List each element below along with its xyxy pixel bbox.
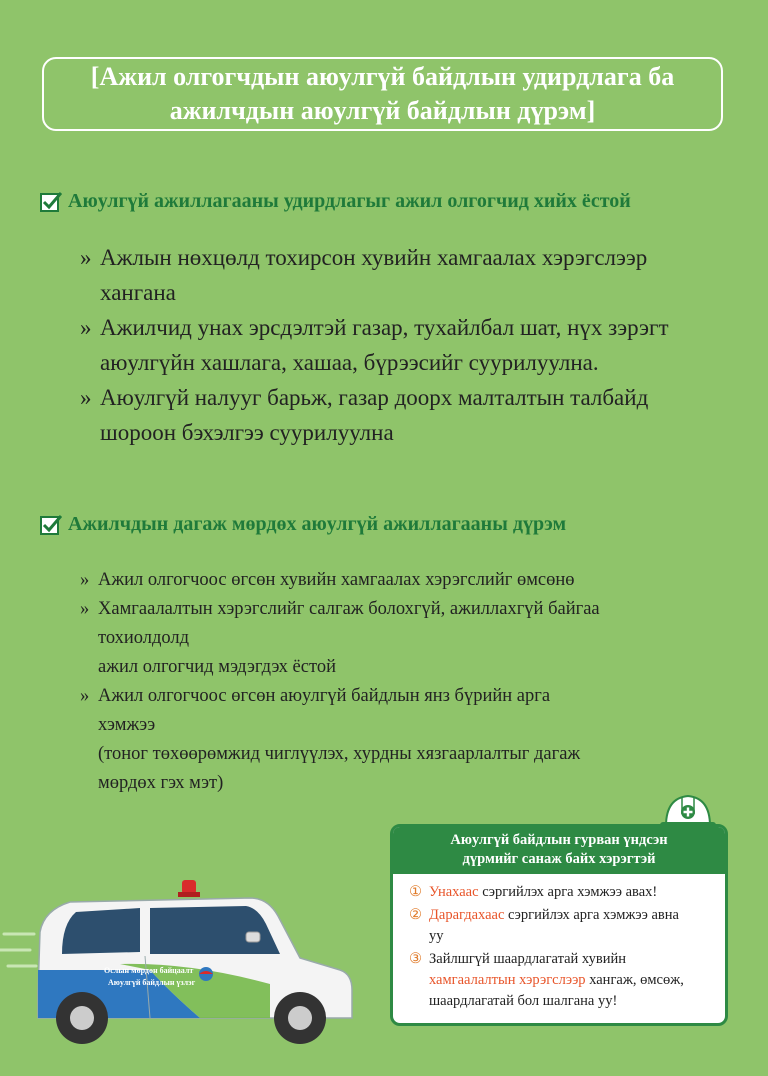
section1-title: Аюулгүй ажиллагааны удирдлагыг ажил олгогчид хийх ёстой [68, 190, 631, 212]
rule-number: ① [409, 884, 422, 900]
rule-text: сэргийлэх арга хэмжээ авах! [478, 884, 658, 900]
safety-rules-header [393, 827, 725, 874]
item-text: мөрдөх гэх мэт) [98, 773, 224, 793]
item-text: (тоног төхөөрөмжид чиглүүлэх, хурдны хязгаарлалтыг дагаж [98, 744, 581, 764]
list-item [80, 566, 730, 595]
rule-text: шаардлагатай бол шалгана уу! [429, 993, 618, 1009]
title-line-1: [Ажил олгогчдын аюулгүй байдлын удирдлага ба [90, 62, 675, 91]
rule-highlight: Дарагдахаас [429, 907, 505, 923]
item-text: Ажлын нөхцөлд тохирсон хувийн хамгаалах хэрэгслээр [100, 245, 648, 270]
bullet-icon: » [80, 570, 90, 590]
title-box [42, 57, 723, 131]
item-text: аюулгүйн хашлага, хашаа, бүрээсийг суурилуулна. [100, 350, 599, 375]
item-text: Ажилчид унах эрсдэлтэй газар, тухайлбал шат, нүх зэрэгт [100, 315, 669, 340]
car-text-2: Аюулгүй байдлын үзлэг [108, 978, 196, 987]
safety-rules-box [390, 824, 728, 1026]
rule-item [409, 949, 713, 1012]
section1-heading [40, 190, 631, 213]
rule-item [409, 905, 713, 947]
title-line-2: ажилчдын аюулгүй байдлын дүрэм] [169, 96, 596, 125]
rule-number: ② [409, 907, 422, 923]
bullet-icon: » [80, 686, 90, 706]
bullet-icon: » [80, 385, 92, 410]
list-item [80, 240, 740, 310]
item-text: Аюулгүй налууг барьж, газар доорх малталтын талбайд [100, 385, 649, 410]
bullet-icon: » [80, 245, 92, 270]
list-item [80, 595, 730, 682]
item-text: Хамгаалалтын хэрэгслийг салгаж болохгүй, ажиллахгүй байгаа [98, 599, 600, 619]
section2-list [80, 566, 730, 798]
rule-highlight: Унахаас [429, 884, 479, 900]
bullet-icon: » [80, 599, 90, 619]
item-text: тохиолдолд [98, 628, 190, 648]
item-text: ажил олгогчид мэдэгдэх ёстой [98, 657, 336, 677]
list-item [80, 682, 730, 798]
rule-text: уу [429, 928, 444, 944]
list-item [80, 310, 740, 380]
bullet-icon: » [80, 315, 92, 340]
rule-number: ③ [409, 951, 422, 967]
inspection-car-illustration [0, 872, 360, 1052]
checkbox-icon [40, 514, 62, 536]
rule-text: сэргийлэх арга хэмжээ авна [504, 907, 679, 923]
item-text: Ажил олгогчоос өгсөн аюулгүй байдлын янз бүрийн арга [98, 686, 551, 706]
list-item [80, 380, 740, 450]
checkbox-icon [40, 191, 62, 213]
rule-highlight: хамгаалалтын хэрэгслээр [429, 972, 586, 988]
item-text: хэмжээ [98, 715, 156, 735]
rule-text: хангаж, өмсөж, [585, 972, 684, 988]
section2-heading [40, 513, 566, 536]
item-text: Ажил олгогчоос өгсөн хувийн хамгаалах хэрэгслийг өмсөнө [98, 570, 575, 590]
car-text-1: Ослын мөрдөн байцаалт [104, 966, 194, 975]
item-text: хангана [100, 280, 176, 305]
section1-list [80, 240, 740, 450]
rule-item [409, 882, 713, 903]
header-line: Аюулгүй байдлын гурван үндсэн [450, 832, 668, 848]
item-text: шороон бэхэлгээ суурилуулна [100, 420, 394, 445]
section2-title: Ажилчдын дагаж мөрдөх аюулгүй ажиллагааны дүрэм [68, 513, 567, 535]
header-line: дүрмийг санаж байх хэрэгтэй [462, 851, 656, 867]
rule-text: Зайлшгүй шаардлагатай хувийн [429, 951, 627, 967]
